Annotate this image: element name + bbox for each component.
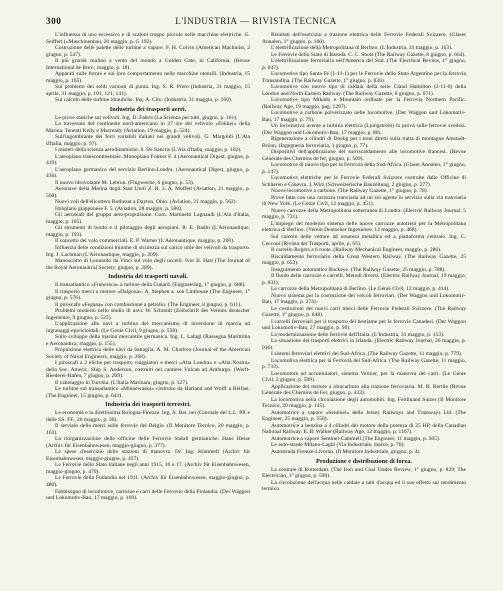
bibliography-entry: Un locomotiva avente a turbina elettrica (Ljungström) in prova sulle ferrovie svedesi. (Der Waggon und Lokomotiv-Bau, 17 maggio, p. 80). [262,123,466,136]
bibliography-entry: L'aeroplano transcontinentale. Monoplano Fokker F. 4 (Aeronautical Digest, giugno, p. 419). [46,153,250,167]
bibliography-entry: Nuove locomotive a carbone. (The Railway Gazette, 1° giugno, p. 78). [271,188,429,195]
bibliography-entry: L'elettrificazione della Metropolitana di Berlino. (L'Industria, 31 maggio, p. 163). [271,45,453,52]
bibliography-entry: L'aeroplano germanico del servizio Berlino-Londra. (Aeronautical Digest, giugno, p. 436). [46,166,250,180]
bibliography-entry: Risultati dell'esercizio a trazione elettrica delle Ferrovie Federali Svizzere. (Glaser Annalen, 1° giugno, p. 160). [262,32,466,45]
page-header [46,16,466,28]
bibliography-entry: Il piroscafo «Fegana» con combustione a petrolio. (The Engineer, 8 giugno, p. 611). [55,301,242,308]
bibliography-entry: Nuovo sistema per la costruzione dei veicoli ferroviari. (Der Waggon und Lokomotiv-Bau, 17 maggio, p. 274). [262,292,466,306]
bibliography-entry: Automotrice a benzina a 4 cilindri del motore della potenza di 25 HP, della Canadian National Railway. E. B. Walker (Railway Age, 12 maggio, p. 1167). [262,422,466,436]
bibliography-entry: I carrelli ferroviari per il trasporto del bestiame per le ferrovie Canadesi. (Der Waggon und Lokomotiv-Bau, 27 maggio, p. 90). [262,318,466,332]
bibliography-entry: Sul calcolo delle turbine idrauliche. Ing. A. Citu. (Industria, 31 maggio, p. 160). [55,97,233,104]
section-heading: Industria dei trasporti terrestri. [105,401,191,409]
bibliography-entry: Le auto-strade Milano-Laghi (Via Industriale, marzo, p. 78). [271,442,405,449]
bibliography-entry: Aeronave della Marina degli Stati Uniti Z. R. 3. A. Moffett (Aviation, 21 maggio, p. 568). [46,186,250,199]
bibliography-entry: Costruzione delle palette delle turbine a vapore. F. H. Colvin (American Machinist, 2 giugno, p. 547). [46,45,250,58]
bibliography-entry: Il concetto del volo commerciali. E. P. Warner (L'Aéronautique, maggio, p. 200). [55,238,235,245]
bibliography-entry: Le costruzioni dei nuovi carri merci delle Ferrovie Federali Svizzere. (The Railway Gazette, 1° giugno, p. 848). [262,305,466,319]
bibliography-entry: Influenza delle condizioni minime di sicurezza sul carico utile dei velivoli da trasporto. Ing. J. Lachman (L'Aéronautique, maggio, p. 209). [46,244,250,258]
bibliography-entry: Locomotive a carbone polverizzato nelle locomotive. (Der Waggon und Lokomotiv-Bau, 17 maggio, p. 79). [262,110,466,123]
left-column [46,32,250,584]
bibliography-entry: Il cabotaggio in Turchia. (L'Italia Marinara, giugno, p. 127). [55,379,189,386]
bibliography-entry: Problemi moderni nello studio di navi. W. Schmidt (Zeitschrift des Vereins deutscher Ingenieure, 9 giugno, p. 525). [46,308,250,321]
bibliography-entry: Il nuovo idrovolante M. Lebrun. (Flugwoche, 6 giugno, p. 53). [55,179,195,186]
bibliography-entry: Le carrozze della Metropolitana di Berlino. (Le Génie Civil, 12 maggio, p. 414). [271,286,450,293]
bibliography-entry: Le Ferrovie dello Stato di Baroda. C. C. Shots (The Railway Gazette, 8 giugno, p. 664). [271,51,466,58]
bibliography-entry: Rigenerazione a cilindri di Doebg per i treni diretti sulla tratta di montagna Amstadt-Brünn. (Ingegneria ferroviaria, 1 giugno, p. 77). [262,136,466,149]
bibliography-entry: Il servizio delle merci sulle ferrovie del Belgio. (Il Monitore Tecnico, 20 maggio, p. 163). [46,423,250,436]
bibliography-entry: Automotrice a vapore Sentinel-Cammell (The Engineer, 11 maggio, p. 505). [271,435,441,442]
bibliography-entry: L'influenza di uno eccessivo e di scaloni troppo piccole nelle macchine elettriche. G. Seiffert («Maschinenbau, 20 maggio, p. G 192). [46,32,250,45]
bibliography-entry: Manoscritto di Leonardo da Vinci sul volo degli uccelli. Ivor B. Hart (The Journal of the Royal Aeronautical Society, giugno, p. 289). [46,258,250,271]
bibliography-entry: La riorganizzazione delle officine delle Ferrovie Statali germaniche. Hans Hesse (Archiv für Eisenbahnwesen, maggio-giugno, p. 377). [46,436,250,449]
bibliography-entry: La circolazione dell'acqua nelle caldaie a tubi d'acqua ed il suo effetto sul rendimento termico. [262,479,466,493]
bibliography-entry: Le economie e la direttissima Bologna-Firenze. Ing. A. Bei. nei (Giornale del L.L. PP. e delle SS. FF., 20 maggio, p. 30). [46,410,250,423]
bibliography-entry: La modernizzazione delle ferrovie dell'Italia. (L'Industria, 31 maggio, p. 153). [271,331,445,338]
bibliography-entry: Dispositivi dell'applicazione del surriscaldamento alle locomotive francesi. (Revue Générale des Chemins de fer, giugno, p. 509). [262,149,466,162]
bibliography-entry: Sullo sviluppo della marina mercantile germanica. Ing. L. Lafagi (Rassegna Marittima e Aeronautica, maggio, p. 155). [46,334,250,347]
bibliography-entry: La traversata del continente nord-americano in 27 ore dei velivolo «Fokker» della Marina. Tenenti Kelly e Macready (Aviation, 19 maggio, p. 524). [46,121,250,134]
bibliography-entry: L'impiego del moderno sistema delle nuove carrozze autotreni per la Metropolitana elettrica di Berlino. (Verein Deutscher Ingenieure, 12 maggio, p. 468). [262,220,466,234]
bibliography-entry: Sul calcolo delle vetture ad ossatura metallica ed a piattaforma centrale. Ing. C. Cecconi (Rivista dei Trasporti, aprile, p. 65). [262,233,466,247]
bibliography-entry: Fabbisogno di locomotive, carrozze e carri delle Ferrovie della Finlandia. (Der Waggon und Lokomotiv-Bau, 17 maggio, p. 169). [46,488,250,502]
right-column [262,32,466,584]
bibliography-entry: Prove fatte con una carrozza tranviaria ad un sol agente in servizio sulla via tranviaria di New York. (Le Génie Civil, 12 maggio, p. 451). [262,194,466,208]
bibliography-entry: Sui problemi dei soldi variouti di punta. Ing. S. R. Preto (Industria, 31 maggio, 15 aprile, 31 maggio, p. 101, 121, 141). [46,84,250,97]
bibliography-entry: Gli aeroscafi del gruppo aero-propulsione. Com. Martinetti Lagnaudi (L'Ala d'Italia, maggio, p. 105). [46,212,250,225]
bibliography-entry: Locomotive con nuovo tipo di caldaia della serie Claud Hamilton (2-11-0) della London and North Eastern Railway. (The Railway Gazette, 8 giugno, p. 671). [262,84,466,97]
bibliography-entry: Locomotive di nuovo tipo per la Ferrovia della Sud-Africa. (Glaser Annalen, 1° giugno, p. 147). [262,162,466,175]
bibliography-entry: I sistemi ferroviari elettrici dei Sud-Africa. (The Railway Gazette, 11 maggio, p. 779). [271,351,463,358]
bibliography-entry: Autostrada Firenze-Livorno. (Il Monitore Industriale, giugno, p. 4). [271,449,421,455]
bibliography-entry: Locomotive tipo Mikado e Mountain ordinate per la Ferrovia Northern Pacific. (Railway Age, 19 maggio, pag. 1207). [262,97,466,110]
bibliography-entry: Le turbine sul transatlantico «Minnewaska» costruito da Harland and Wolff a Belfast. (The Engineer, 15 giugno, p. 641). [46,386,250,399]
bibliography-entry: Nuove carrozze della Metropolitana sotterranea di Londra. (Electric Railway Journal, 5 maggio, p. 731). [262,207,466,221]
bibliography-entry: Apparati sulle forme e sul loro comportamento nelle macchine utensili. (Industria, 15 maggio, p. 165). [46,71,250,84]
bibliography-entry: Locomotive tipo Santa Fé (1-11-1) per le Ferrovie dello Stato Argentino per la ferrovia Transandina. (The Railway Gazette, 1° giugno, p. 836). [262,71,466,84]
bibliography-entry: Locomotore ad accumulatori, sistema Vernier, per la manovra dei carri. (Le Génie Civil, 2 giugno, p. 509). [262,370,466,384]
section-heading: Industria dei trasporti aerei. [109,105,187,113]
bibliography-entry: L'applicazione alle navi a turbina del meccanismo di inversione di marcia ad ingranaggi epicicloidali. (Le Genie Civil, 9 giugno, p. 558). [46,321,250,334]
bibliography-entry: La locomotiva nella circolazione degli automobili. Ing. Ferdinand Sulzer (Il Monitore Tecnico, 20 maggio, p. 145). [262,396,466,410]
bibliography-entry: Propulsione elettrica delle navi da battaglia. A. M. Charlton (Journal of the American Society of Naval Engineers, maggio, p. 268). [46,347,250,360]
bibliography-entry: Applicazione del motore a idrocarburo alla trazione ferroviaria. M. R. Bertile (Revue Générale des Chemins de Fer, giugno, p. 433). [262,383,466,397]
bibliography-entry: Le prove statiche sui velivoli. Ing. D. Fabris (La Scienza per tutti, giugno, p. 161). [55,114,238,121]
bibliography-entry: Il più grande mulino a vento del mondo a Golden Gate, in California. (Revue International de Brev., maggio, p. 18). [46,58,250,71]
bibliography-entry: Locomotiva elettrica per la Ferrovia del Sud-Africa. (The Railway Gazette, 11 maggio, p. 733). [262,357,466,371]
bibliography-entry: La centrale di Rotterdam. (The Iron and Coal Trades Review, 1° giugno, p. 829; The Electrician, 1° giugno, p. 590). [262,466,466,480]
bibliography-entry: Idroplano giapponese F. 5. (Aviation, 28 maggio, p. 580). [55,205,183,212]
page-number: 300 [46,16,62,26]
bibliography-entry: Le Ferrovie dello Stato italiane negli anni 1915, 16 e 17. (Archiv für Eisenbahnwesen, maggio-giugno, p. 470). [46,462,250,475]
bibliography-entry: Le spese d'esercizio delle stazioni di manovra. Dr. Ing. Kümmell (Archiv für Eisenbahnwesen, maggio-giugno, p. 457). [46,449,250,462]
section-heading: Produzione e distribuzione di forza. [316,457,412,465]
running-title: L'INDUSTRIA — RIVISTA TECNICA [175,16,337,26]
bibliography-entry: I piroscafi a 2 eliche per trasporto viaggiatori e merci «Alta Londra» e «Alta Nostra» della Soc. Americ. Ship S. Anderson, costruiti nel cantiere Vulcan ad Amburgo. (Werft-Reederei-Hafen, 7 giugno, p. 209). [46,360,250,380]
bibliography-entry: Sull'ingombrante dei ferri variabili italiani nei grandi velivoli. G. Margoldi (L'Ala d'Italia, maggio, p. 97). [46,134,250,147]
bibliography-entry: Automotrice a vapore «Sentinel» della Jersey Railways and Tramways Ltd. (The Engineer, 25 maggio, p. 558). [262,409,466,423]
bibliography-entry: Il carrello Rogers a 6 ruote. (Railway Mechanical Engineer, maggio, p. 286). [271,247,442,254]
bibliography-entry: Inseguimento automatico Buckeye. (The Railway Gazette, 25 maggio, p. 788). [271,266,446,273]
bibliography-entry: Il fluido delle carrozze e carrelli. Metodi diversi. (Electric Railway Journal, 19 maggio, p. 831). [262,273,466,286]
bibliography-entry: Gli strumenti di bordo e il pilotaggio degli aeroplani. R. E. Radin (L'Aéronautique, maggio, p. 193). [46,225,250,238]
bibliography-entry: Nuovi voli dell'elicottero Bothezat a Dayton, Ohio. (Aviation, 21 maggio, p. 562). [55,199,237,206]
bibliography-entry: Il trasporto merci a motore «Dalgona». A. Stephen a. son Linthouse (The Engineer, 1° giugno, p. 576). [46,288,250,302]
bibliography-entry: Locomotive elettriche per le Ferrovie Federali Svizzere costruite dalle Officine di Schlieren e Ginevra. J. Wirz (Schweizerische Bauzeitung, 2 giugno, p. 277). [262,175,466,188]
bibliography-entry: I misteri della scienza aerodinamiche. S. De Sanctis (L'Ala d'Italia, maggio, p. 102). [55,147,242,154]
bibliography-entry: La situazione dei trasporti elettrici in Irlanda. (Electric Railway Journal, 26 maggio, p. 916). [262,338,466,351]
bibliography-entry: L'elettrificazione ferroviaria nell'America del Sud. (The Electrical Review, 1° giugno, p. 847). [262,58,466,71]
bibliography-entry: Le Ferrovie della Finlandia nel 1911. (Archiv für Eisenbahnwesen, maggio-giugno, p. 480). [46,475,250,488]
bibliography-entry: Il transatlantico «Francesca» a turbine della Cunard. (Engineering, 1° giugno, p. 688). [55,282,246,289]
bibliography-entry: Riscaldamento ferroviario della Great Western Railway. (The Railway Gazette, 25 maggio, p. 653). [262,253,466,267]
section-heading: Industria dei trasporti navali. [108,273,188,281]
